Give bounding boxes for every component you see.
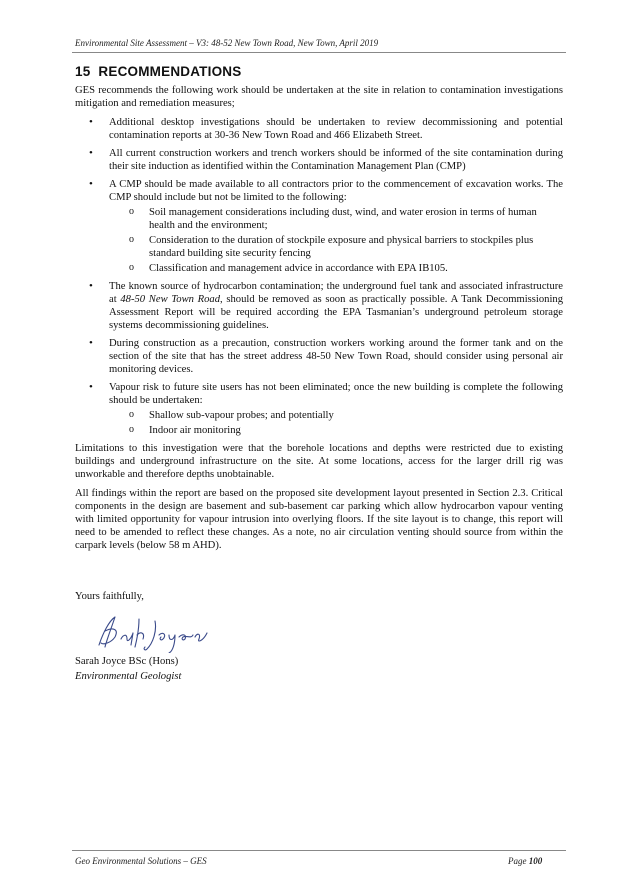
sub-list-item-text: Shallow sub-vapour probes; and potentially bbox=[149, 410, 334, 421]
circle-bullet-icon: o bbox=[129, 262, 134, 273]
section-heading bbox=[75, 64, 241, 79]
text-segment: The known source of hydrocarbon contamination; the underground fuel tank and associated infrastructure at bbox=[109, 281, 563, 305]
intro-paragraph: GES recommends the following work should be undertaken at the site in relation to contamination investigations mitigation and remediation measures; bbox=[75, 85, 563, 109]
bullet-icon: • bbox=[89, 381, 93, 393]
list-item-text: During construction as a precaution, construction workers working around the former tank and on the section of the site that has the street address 48-50 New Town Road, should consider using personal air monitoring devices. bbox=[109, 338, 563, 375]
signature-image bbox=[93, 609, 563, 653]
section-title: RECOMMENDATIONS bbox=[98, 64, 242, 79]
sub-list-item-text: Classification and management advice in accordance with EPA IB105. bbox=[149, 263, 448, 274]
closing-salutation: Yours faithfully, bbox=[75, 591, 144, 602]
bullet-icon: • bbox=[89, 337, 93, 349]
sub-list-item-text: Indoor air monitoring bbox=[149, 425, 241, 436]
circle-bullet-icon: o bbox=[129, 234, 134, 245]
page-number-value: 100 bbox=[528, 856, 543, 866]
footer-company: Geo Environmental Solutions – GES bbox=[75, 856, 207, 866]
sub-list bbox=[109, 409, 563, 437]
document-body bbox=[75, 84, 563, 689]
header-divider bbox=[72, 52, 566, 53]
sub-list-item-text: Soil management considerations including dust, wind, and water erosion in terms of human health and the environment; bbox=[149, 207, 537, 231]
page-number bbox=[508, 856, 542, 866]
signatory-name: Sarah Joyce BSc (Hons) bbox=[75, 656, 179, 667]
text-segment: , should be removed as soon as practically possible. A Tank Decommissioning Assessment Report will be required according the EPA Tasmanian’s underground petroleum storage systems decommissioning guidelines. bbox=[109, 294, 564, 331]
recommendations-list bbox=[75, 116, 563, 437]
bullet-icon: • bbox=[89, 178, 93, 190]
section-number: 15 bbox=[75, 64, 91, 79]
sub-list-item bbox=[109, 206, 563, 232]
list-item-text bbox=[109, 281, 563, 331]
list-item bbox=[75, 147, 563, 173]
circle-bullet-icon: o bbox=[129, 409, 134, 420]
sub-list-item bbox=[109, 409, 563, 422]
limitations-paragraph: Limitations to this investigation were that the borehole locations and depths were restricted due to existing buildings and underground infrastructure on the site. At some locations, access for the larger drill rig was unworkable and therefore depths unobtainable. bbox=[75, 443, 563, 480]
bullet-icon: • bbox=[89, 280, 93, 292]
list-item bbox=[75, 280, 563, 332]
circle-bullet-icon: o bbox=[129, 424, 134, 435]
page-header: Environmental Site Assessment – V3: 48-52 New Town Road, New Town, April 2019 bbox=[75, 38, 379, 48]
sub-list bbox=[109, 206, 563, 275]
findings-paragraph: All findings within the report are based on the proposed site development layout presented in Section 2.3. Critical components in the design are basement and sub-basement car parking which allow hydrocarbon vapour venting with limited opportunity for vapour intrusion into overlying floors. If the site layout is to change, this report will need to be amended to reflect these changes. As a note, no air circulation venting should source from within the carpark levels (below 58 m AHD). bbox=[75, 488, 563, 551]
bullet-icon: • bbox=[89, 147, 93, 159]
sub-list-item bbox=[109, 424, 563, 437]
sub-list-item-text: Consideration to the duration of stockpile exposure and physical barriers to stockpiles plus standard building site security fencing bbox=[149, 235, 534, 259]
signature-icon bbox=[93, 609, 213, 653]
list-item-text: Vapour risk to future site users has not been eliminated; once the new building is complete the following should be undertaken: bbox=[109, 382, 563, 406]
list-item-text: All current construction workers and trench workers should be informed of the site contamination during their site induction as identified within the Contamination Management Plan (CMP) bbox=[109, 148, 563, 172]
page-label: Page bbox=[508, 856, 527, 866]
address-emphasis: 48-50 New Town Road bbox=[120, 294, 221, 305]
list-item bbox=[75, 116, 563, 142]
list-item bbox=[75, 337, 563, 376]
list-item bbox=[75, 381, 563, 437]
footer-divider bbox=[72, 850, 566, 851]
signatory-role: Environmental Geologist bbox=[75, 671, 182, 682]
list-item bbox=[75, 178, 563, 275]
list-item-text: A CMP should be made available to all contractors prior to the commencement of excavation works. The CMP should include but not be limited to the following: bbox=[109, 179, 563, 203]
bullet-icon: • bbox=[89, 116, 93, 128]
list-item-text: Additional desktop investigations should be undertaken to review decommissioning and potential contamination reports at 30-36 New Town Road and 466 Elizabeth Street. bbox=[109, 117, 563, 141]
sub-list-item bbox=[109, 234, 563, 260]
sub-list-item bbox=[109, 262, 563, 275]
circle-bullet-icon: o bbox=[129, 206, 134, 217]
